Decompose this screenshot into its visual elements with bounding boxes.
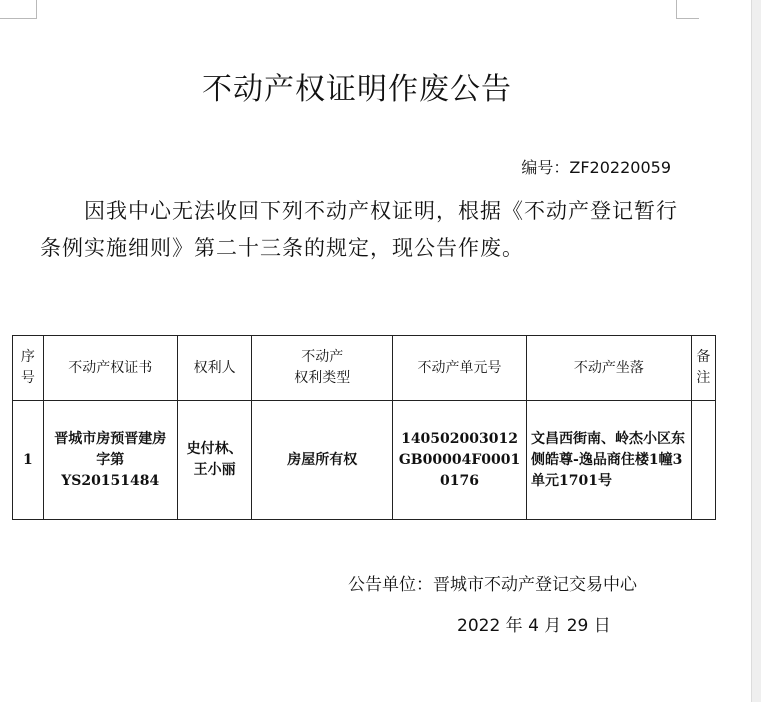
issuing-unit: 公告单位：晋城市不动产登记交易中心	[348, 575, 637, 595]
document-number: 编号：ZF20220059	[521, 158, 671, 177]
table-row	[13, 401, 716, 520]
header-seq: 序号	[13, 336, 44, 401]
header-right-type: 不动产 权利类型	[252, 336, 393, 401]
cell-note	[691, 401, 715, 520]
header-location: 不动产坐落	[527, 336, 692, 401]
header-unit-number: 不动产单元号	[393, 336, 527, 401]
document-title: 不动产权证明作废公告	[202, 72, 512, 107]
page-corner-mark-top-left	[0, 0, 37, 19]
scrollbar-track[interactable]	[751, 0, 761, 702]
cell-location: 文昌西街南、岭杰小区东侧皓尊-逸品商住楼1幢3单元1701号	[527, 401, 692, 520]
cell-certificate: 晋城市房预晋建房字第YS20151484	[43, 401, 177, 520]
cell-holder: 史付林、王小丽	[177, 401, 252, 520]
issue-date: 2022 年 4 月 29 日	[457, 616, 611, 636]
body-text: 因我中心无法收回下列不动产权证明，根据《不动产登记暂行条例实施细则》第二十三条的规定，现公告作废。	[40, 199, 678, 260]
cell-unit-number: 140502003012GB00004F00010176	[393, 401, 527, 520]
header-holder: 权利人	[177, 336, 252, 401]
header-certificate: 不动产权证书	[43, 336, 177, 401]
header-note: 备注	[691, 336, 715, 401]
notice-table	[12, 335, 716, 520]
page-corner-mark-top-right	[676, 0, 699, 19]
cell-seq: 1	[13, 401, 44, 520]
body-paragraph	[40, 193, 690, 267]
cell-right-type: 房屋所有权	[252, 401, 393, 520]
table-header-row	[13, 336, 716, 401]
